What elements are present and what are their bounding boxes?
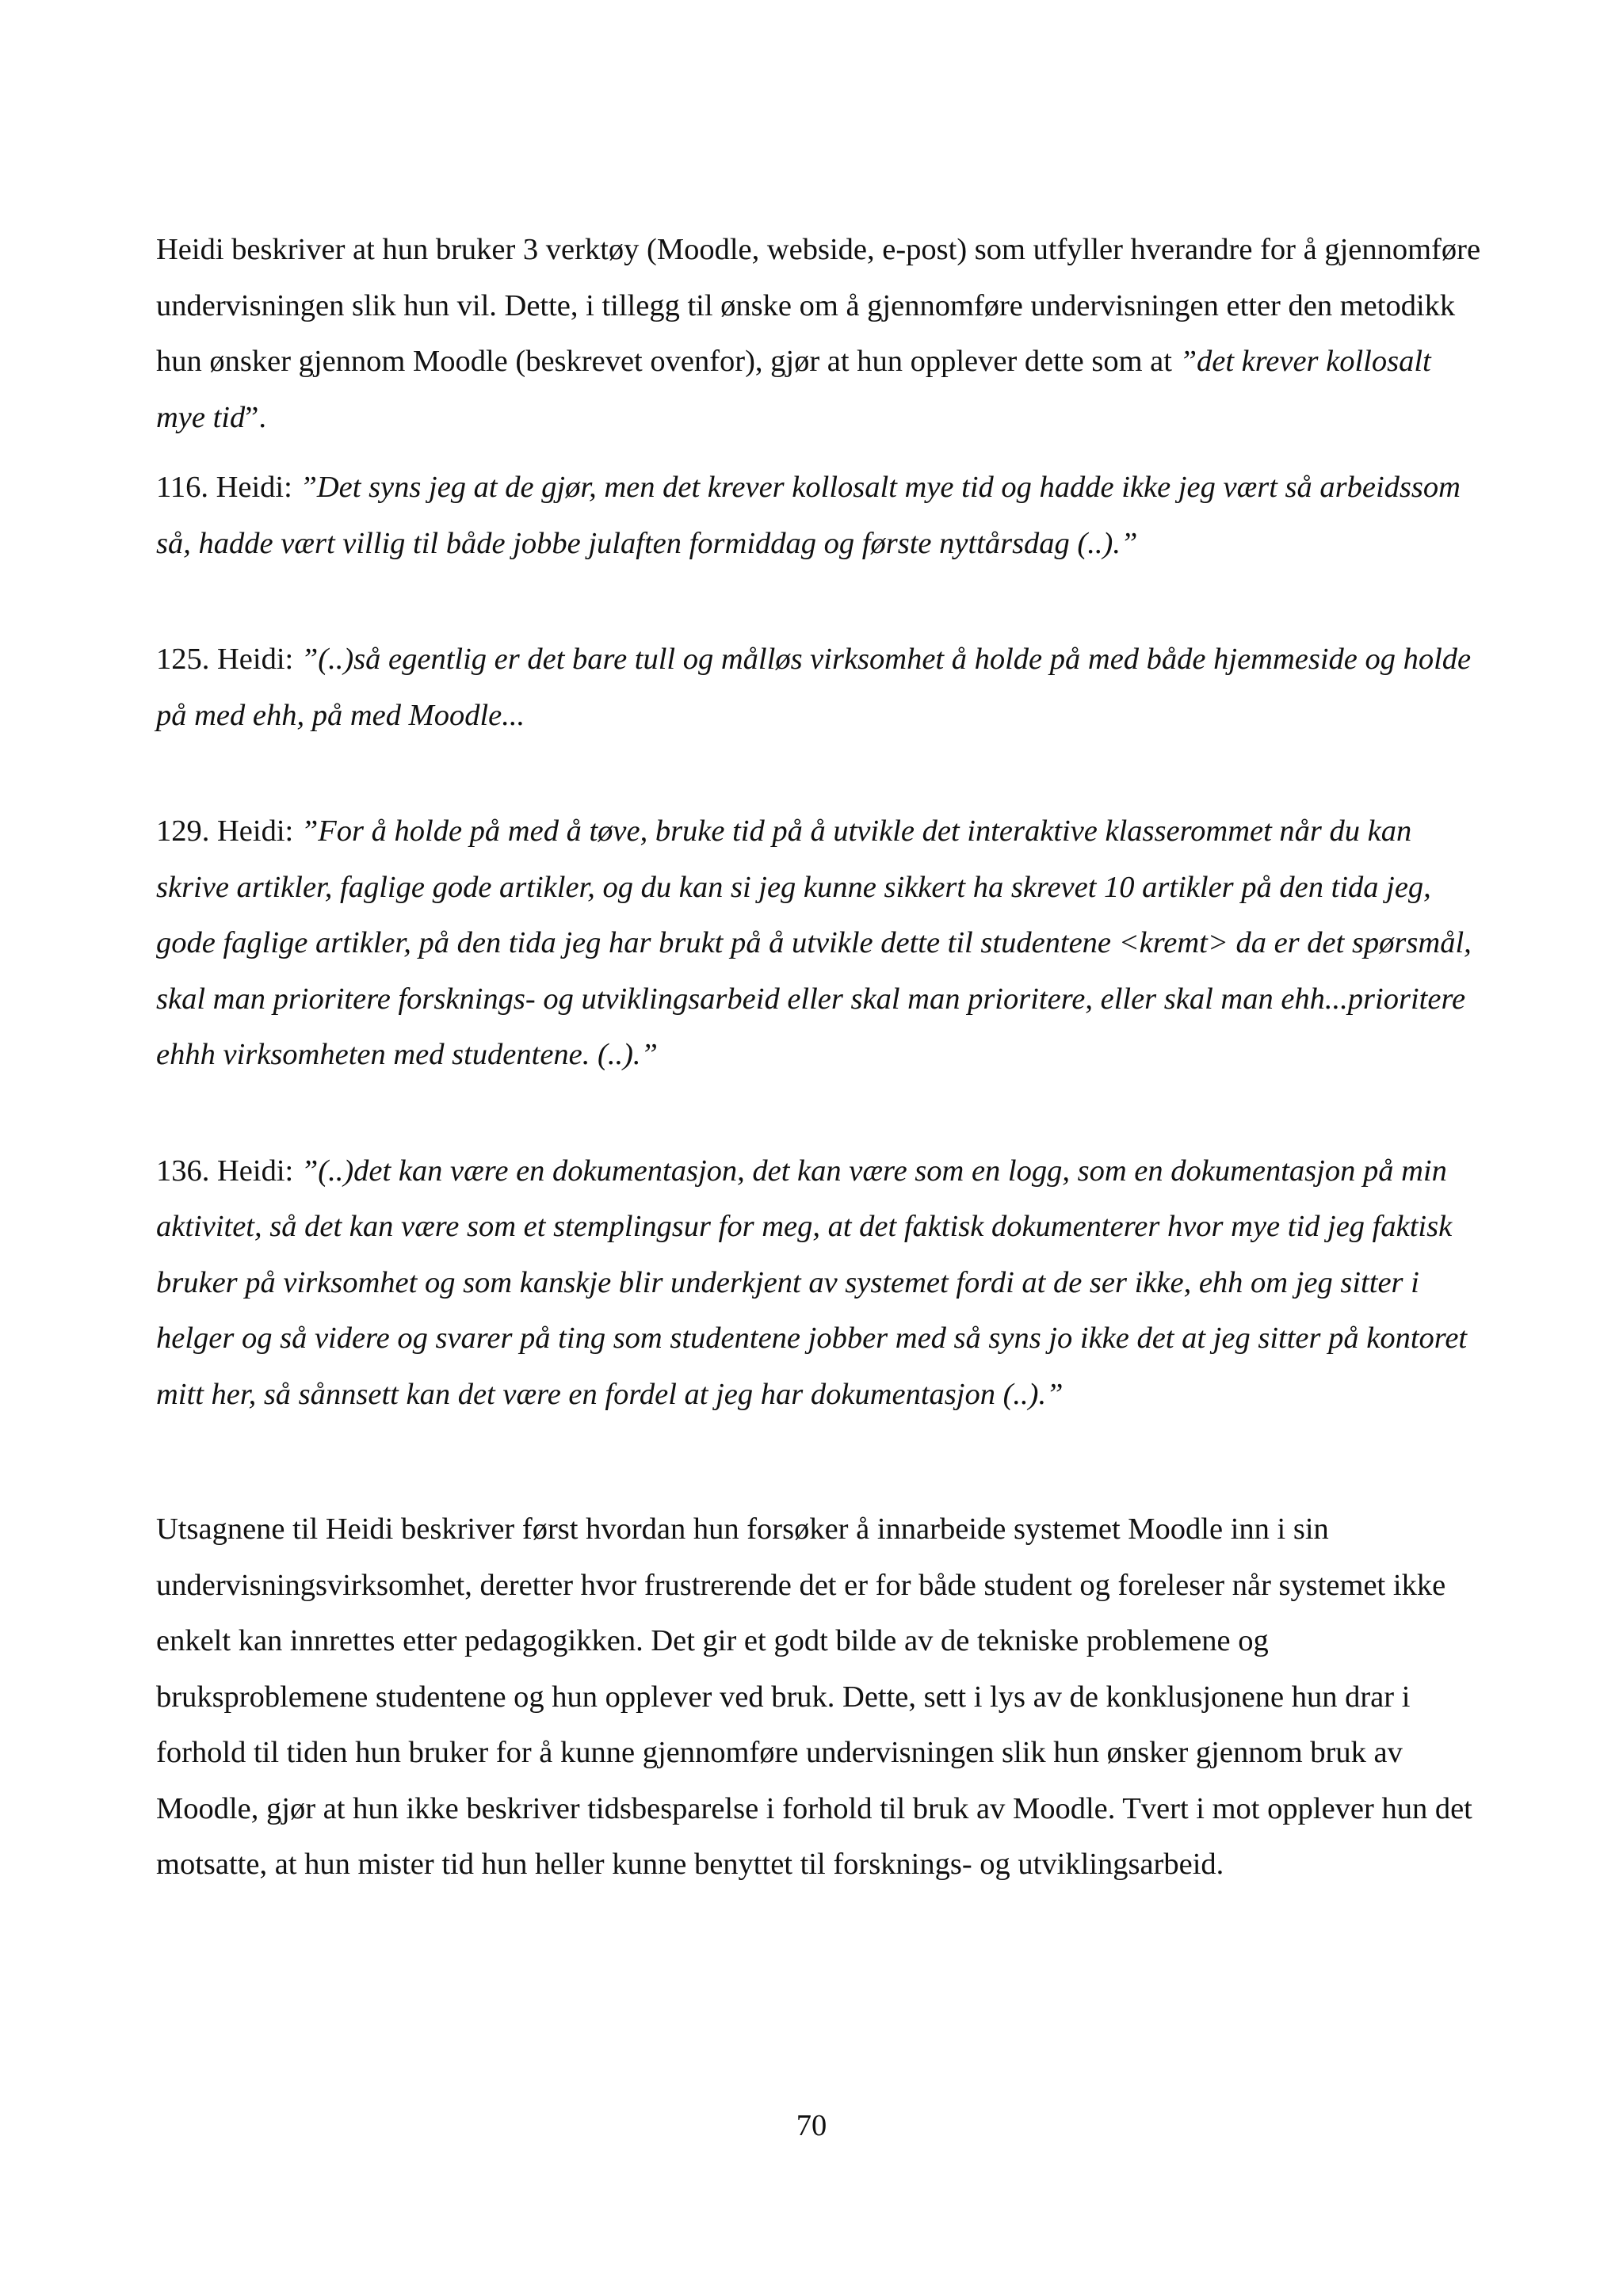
spacer	[156, 1083, 1487, 1143]
quote-text: ”(..)det kan være en dokumentasjon, det kan være som en logg, som en dokumentasjon på min aktivitet, så det kan være som et stemplingsur for meg, at det faktisk dokumenterer hvor mye tid jeg faktisk bruker på virksomhet og som kanskje blir underkjent av systemet fordi at de ser ikke, ehh om jeg sitter i helger og så videre og svarer på ting som studentene jobber med så syns jo ikke det at jeg sitter på kontoret mitt her, så sånnsett kan det være en fordel at jeg har dokumentasjon (..).”	[156, 1154, 1468, 1411]
quote-125	[156, 631, 1487, 743]
quote-label: 129. Heidi:	[156, 814, 301, 848]
quote-label: 136. Heidi:	[156, 1154, 301, 1188]
spacer	[156, 571, 1487, 631]
quote-label: 125. Heidi:	[156, 643, 301, 676]
spacer	[156, 445, 1487, 460]
quote-129	[156, 803, 1487, 1083]
quote-label: 116. Heidi:	[156, 471, 300, 504]
intro-italic-quote: ”det krever kollosalt mye tid	[156, 345, 1431, 434]
quote-text: ”For å holde på med å tøve, bruke tid på å utvikle det interaktive klasserommet når du kan skrive artikler, faglige gode artikler, og du kan si jeg kunne sikkert ha skrevet 10 artikler på den tida jeg, gode faglige artikler, på den tida jeg har brukt på å utvikle dette til studentene <kremt> da er det spørsmål, skal man prioritere forsknings- og utviklingsarbeid eller skal man prioritere, eller skal man ehh...prioritere ehhh virksomheten med studentene. (..).”	[156, 814, 1472, 1071]
spacer	[156, 743, 1487, 803]
quote-text: ”(..)så egentlig er det bare tull og målløs virksomhet å holde på med både hjemmeside og holde på med ehh, på med Moodle...	[156, 643, 1472, 732]
spacer	[156, 1422, 1487, 1501]
conclusion-paragraph: Utsagnene til Heidi beskriver først hvordan hun forsøker å innarbeide systemet Moodle inn i sin undervisningsvirksomhet, deretter hvor frustrerende det er for både student og foreleser når systemet ikke enkelt kan innrettes etter pedagogikken. Det gir et godt bilde av de tekniske problemene og bruksproblemene studentene og hun opplever ved bruk. Dette, sett i lys av de konklusjonene hun drar i forhold til tiden hun bruker for å kunne gjennomføre undervisningen slik hun ønsker gjennom bruk av Moodle, gjør at hun ikke beskriver tidsbesparelse i forhold til bruk av Moodle. Tvert i mot opplever hun det motsatte, at hun mister tid hun heller kunne benyttet til forsknings- og utviklingsarbeid.	[156, 1512, 1472, 1881]
quote-136	[156, 1143, 1487, 1423]
page-number: 70	[796, 2109, 827, 2142]
intro-paragraph	[156, 222, 1487, 445]
intro-text-end: ”.	[245, 400, 266, 434]
intro-text: Heidi beskriver at hun bruker 3 verktøy (Moodle, webside, e-post) som utfyller hverandre for å gjennomføre undervisningen slik hun vil. Dette, i tillegg til ønske om å gjennomføre undervisningen etter den metodikk hun ønsker gjennom Moodle (beskrevet ovenfor), gjør at hun opplever dette som at	[156, 233, 1481, 378]
page-content	[156, 222, 1487, 1893]
quote-116	[156, 460, 1487, 571]
quote-text: ”Det syns jeg at de gjør, men det krever kollosalt mye tid og hadde ikke jeg vært så arbeidssom så, hadde vært villig til både jobbe julaften formiddag og første nyttårsdag (..).”	[156, 471, 1461, 560]
